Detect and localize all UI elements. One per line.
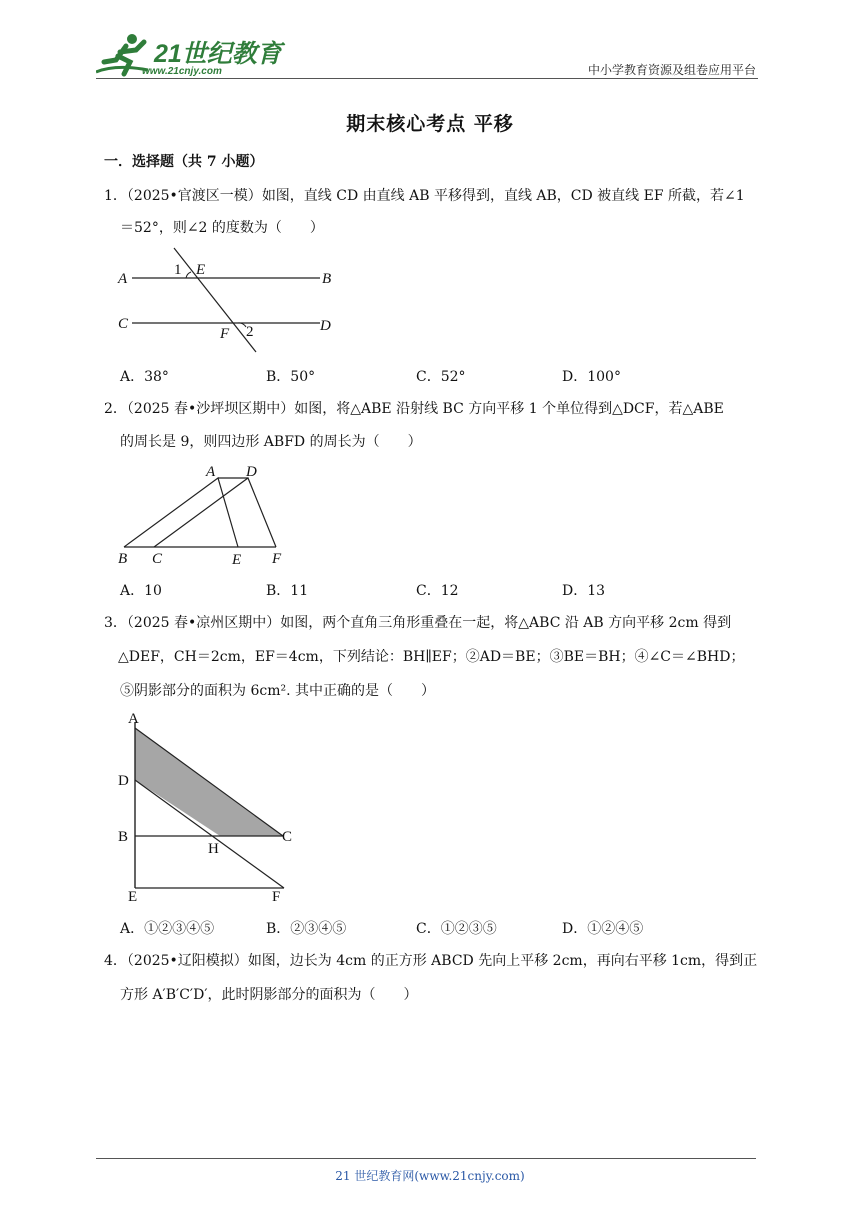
question-text: 如图，边长为 4cm 的正方形 ABCD 先向上平移 2cm，再向右平移 1cm，得到正 xyxy=(247,953,758,969)
option-b[interactable]: B．50° xyxy=(266,369,316,385)
option-a[interactable]: A．10 xyxy=(120,583,162,599)
question-2-line-1 xyxy=(104,399,724,419)
logo-text: 21世纪教育 xyxy=(154,40,282,68)
section-heading: 一．选择题（共 7 小题） xyxy=(104,154,264,170)
question-1-figure xyxy=(114,246,344,358)
page-title: 期末核心考点 平移 xyxy=(346,113,514,135)
question-number: 4． xyxy=(104,953,127,969)
option-c[interactable]: C．52° xyxy=(416,369,466,385)
question-4-line-1 xyxy=(104,951,757,971)
question-text: 如图，两个直角三角形重叠在一起，将△ABC 沿 AB 方向平移 2cm 得到 xyxy=(280,615,732,631)
option-b[interactable]: B．②③④⑤ xyxy=(266,921,347,937)
label-a: A xyxy=(206,464,216,480)
question-text: 如图，直线 CD 由直线 AB 平移得到，直线 AB，CD 被直线 EF 所截，若∠1 xyxy=(261,188,745,204)
question-text: 如图，将△ABE 沿射线 BC 方向平移 1 个单位得到△DCF，若△ABE xyxy=(294,401,724,417)
option-b[interactable]: B．11 xyxy=(266,583,309,599)
question-1-line-1 xyxy=(104,186,745,206)
question-source: （2025•官渡区一模） xyxy=(126,188,262,204)
question-3-line-1 xyxy=(104,613,731,633)
label-f: F xyxy=(220,326,230,342)
label-angle-2: 2 xyxy=(246,324,254,340)
site-logo xyxy=(96,30,282,82)
label-f: F xyxy=(272,551,282,567)
logo-url: www.21cnjy.com xyxy=(142,66,222,77)
label-a: A xyxy=(118,271,128,287)
question-1-line-2: ＝52°，则∠2 的度数为（ ） xyxy=(120,220,324,236)
label-d: D xyxy=(320,318,331,334)
label-b: B xyxy=(322,271,332,287)
header-divider xyxy=(96,78,758,79)
option-d[interactable]: D．①②④⑤ xyxy=(562,921,644,937)
question-3-line-3: ⑤阴影部分的面积为 6cm². 其中正确的是（ ） xyxy=(120,683,435,699)
label-e: E xyxy=(232,552,242,568)
option-c[interactable]: C．①②③⑤ xyxy=(416,921,497,937)
question-number: 1． xyxy=(104,188,127,204)
question-3-figure xyxy=(114,710,304,906)
question-source: （2025 春•凉州区期中） xyxy=(126,615,281,631)
label-a: A xyxy=(128,711,139,727)
label-h: H xyxy=(208,841,219,857)
label-c: C xyxy=(118,316,129,332)
label-d: D xyxy=(118,773,129,789)
label-b: B xyxy=(118,829,129,845)
label-c: C xyxy=(282,829,293,845)
label-angle-1: 1 xyxy=(174,262,182,278)
label-c: C xyxy=(152,551,163,567)
question-2-figure xyxy=(114,460,298,572)
platform-name: 中小学教育资源及组卷应用平台 xyxy=(587,63,756,77)
option-d[interactable]: D．13 xyxy=(562,583,606,599)
option-a[interactable]: A．①②③④⑤ xyxy=(120,921,215,937)
option-c[interactable]: C．12 xyxy=(416,583,459,599)
question-number: 2． xyxy=(104,401,127,417)
label-f: F xyxy=(272,889,281,905)
question-3-line-2: △DEF，CH＝2cm，EF＝4cm，下列结论：BH∥EF；②AD＝BE；③BE＝BH；④∠C＝∠BHD； xyxy=(118,649,745,665)
question-2-line-2: 的周长是 9，则四边形 ABFD 的周长为（ ） xyxy=(120,434,422,450)
question-number: 3． xyxy=(104,615,127,631)
label-e: E xyxy=(128,889,138,905)
question-source: （2025•辽阳模拟） xyxy=(126,953,248,969)
footer-text[interactable]: 21 世纪教育网(www.21cnjy.com) xyxy=(335,1169,525,1183)
label-e: E xyxy=(196,262,206,278)
footer-divider xyxy=(96,1158,756,1159)
label-b: B xyxy=(118,551,128,567)
option-d[interactable]: D．100° xyxy=(562,369,621,385)
option-a[interactable]: A．38° xyxy=(120,369,169,385)
label-d: D xyxy=(246,464,257,480)
question-4-line-2: 方形 A′B′C′D′，此时阴影部分的面积为（ ） xyxy=(120,987,418,1003)
question-source: （2025 春•沙坪坝区期中） xyxy=(126,401,295,417)
